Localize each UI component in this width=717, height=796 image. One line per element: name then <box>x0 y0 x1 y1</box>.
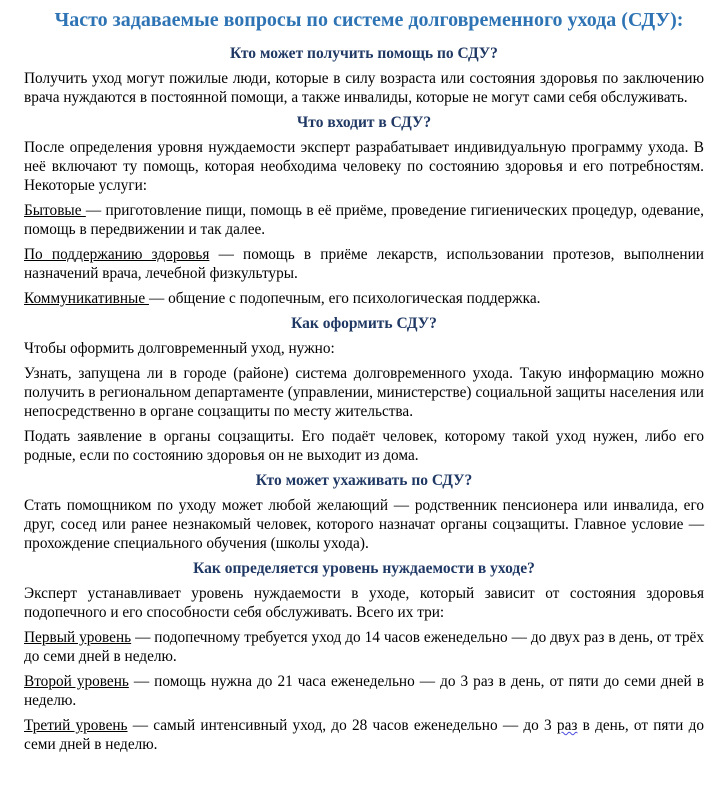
document-title: Часто задаваемые вопросы по системе долговременного ухода (СДУ): <box>54 9 684 31</box>
service-item-health <box>24 245 704 283</box>
service-text-household: — приготовление пищи, помощь в её приёме, проведение гигиенических процедур, одевание, помощь в передвижении и так далее. <box>24 202 704 238</box>
paragraph-who-can-receive: Получить уход могут пожилые люди, которые в силу возраста или состояния здоровья по заключению врача нуждаются в постоянной помощи, а также инвалиды, которые не могут сами себя обслуживать. <box>24 70 704 106</box>
care-level-text-third-a: — самый интенсивный уход, до 28 часов еженедельно — до 3 <box>127 717 557 734</box>
service-text-communicative: — общение с подопечным, его психологическая поддержка. <box>148 290 541 307</box>
service-term-household: Бытовые <box>24 202 86 219</box>
service-item-communicative <box>24 289 704 308</box>
care-level-text-second: — помощь нужна до 21 часа еженедельно — до 3 раз в день, от пяти до семи дней в неделю. <box>24 673 704 709</box>
paragraph-what-included: После определения уровня нуждаемости эксперт разрабатывает индивидуальную программу ухода. В неё включают ту помощь, которая необходима человеку по состоянию здоровья и его потребностям. Некоторые услуги: <box>24 139 704 194</box>
spellcheck-word: раз <box>556 717 578 734</box>
section-heading-care-levels: Как определяется уровень нуждаемости в уходе? <box>193 560 535 577</box>
care-level-third <box>24 716 704 754</box>
section-heading-how-to-apply: Как оформить СДУ? <box>291 315 437 332</box>
service-text-health: — помощь в приёме лекарств, использовании протезов, выполнении назначений врача, лечебной физкультуры. <box>24 246 704 282</box>
service-term-communicative: Коммуникативные <box>24 290 149 307</box>
service-term-health: По поддержанию здоровья <box>24 246 210 263</box>
care-level-text-third-c: в день, от пяти до семи дней в неделю. <box>24 717 705 753</box>
paragraph-who-can-care: Стать помощником по уходу может любой желающий — родственник пенсионера или инвалида, его друг, сосед или ранее незнакомый человек, которого назначат органы соцзащиты. Главное условие — прохождение специального обучения (школы ухода). <box>24 497 704 552</box>
section-heading-what-included: Что входит в СДУ? <box>296 114 432 131</box>
care-level-first <box>24 628 704 666</box>
paragraph-how-to-apply-step2: Подать заявление в органы соцзащиты. Его подаёт человек, которому такой уход нужен, либо его родные, если по состоянию здоровья он не выходит из дома. <box>24 428 704 464</box>
paragraph-how-to-apply-intro: Чтобы оформить долговременный уход, нужно: <box>24 340 335 357</box>
care-level-text-first: — подопечному требуется уход до 14 часов еженедельно — до двух раз в день, от трёх до семи дней в неделю. <box>24 629 704 665</box>
care-level-term-third: Третий уровень <box>24 717 128 734</box>
paragraph-how-to-apply-step1: Узнать, запущена ли в городе (районе) система долговременного ухода. Такую информацию можно получить в региональном департаменте (управлении, министерстве) социальной защиты населения или непосредственно в органе соцзащиты по месту жительства. <box>24 365 704 420</box>
paragraph-care-levels-intro: Эксперт устанавливает уровень нуждаемости в уходе, который зависит от состояния здоровья подопечного и его способности себя обслуживать. Всего их три: <box>24 585 704 621</box>
care-level-term-second: Второй уровень <box>24 673 129 690</box>
section-heading-who-can-care: Кто может ухаживать по СДУ? <box>255 472 473 489</box>
care-level-second <box>24 672 704 710</box>
service-item-household <box>24 201 704 239</box>
care-level-term-first: Первый уровень <box>24 629 132 646</box>
section-heading-who-can-receive: Кто может получить помощь по СДУ? <box>230 45 498 62</box>
